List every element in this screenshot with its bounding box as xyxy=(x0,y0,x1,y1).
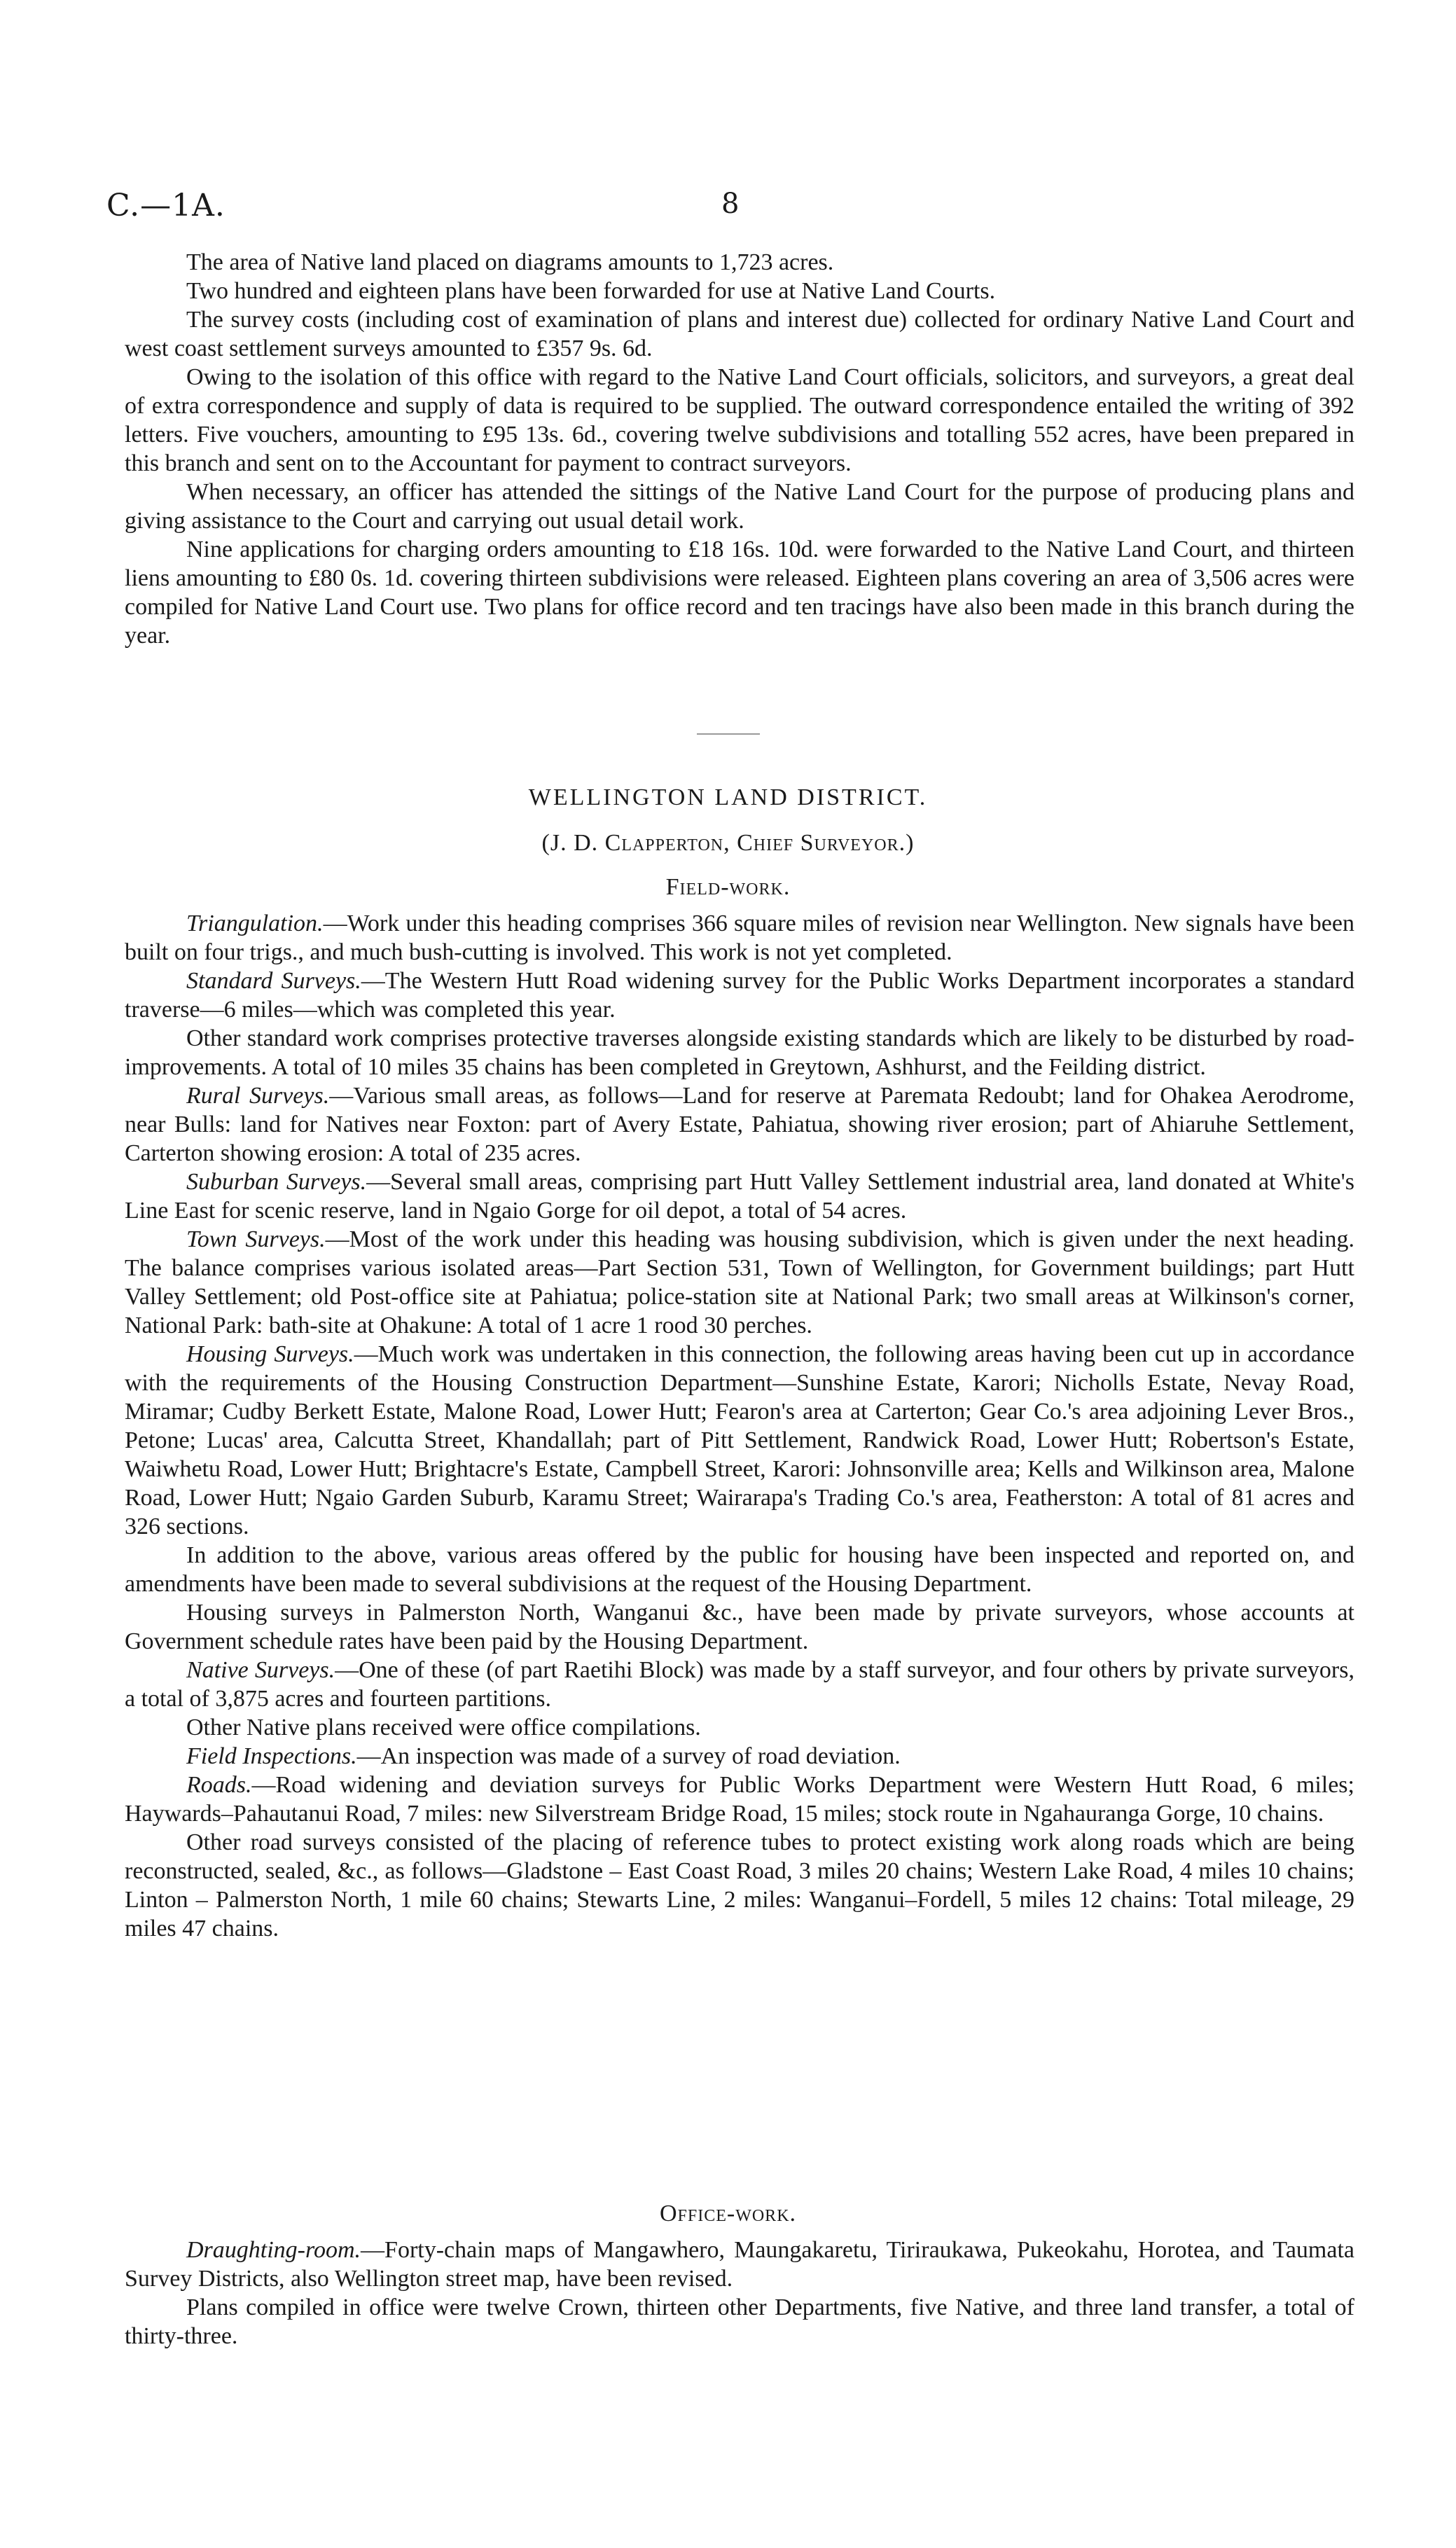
paragraph-label: Suburban Surveys. xyxy=(186,1169,367,1195)
field-work-heading: Field-work. xyxy=(665,874,791,900)
paragraph-label: Native Surveys. xyxy=(186,1657,335,1683)
paragraph-label: Rural Surveys. xyxy=(186,1083,330,1109)
intro-section xyxy=(125,248,1354,650)
field-paragraph xyxy=(125,1340,1354,1541)
paragraph-label: Field Inspections. xyxy=(186,1743,357,1769)
intro-paragraph: The area of Native land placed on diagrams amounts to 1,723 acres. xyxy=(186,249,834,275)
paragraph-text: —Various small areas, as follows—Land for reserve at Paremata Redoubt; land for Ohakea Aerodrome, near Bulls: land for Natives near Foxton: part of Avery Estate, Pahiatua, showing river erosion; part of Ahiaruhe Settlement, Carterton showing erosion: A total of 235 acres. xyxy=(125,1083,1355,1166)
field-paragraph xyxy=(125,1742,1354,1771)
paragraph-label: Triangulation. xyxy=(186,911,324,936)
page-number: 8 xyxy=(721,188,740,220)
paragraph-text: —Several small areas, comprising part Hutt Valley Settlement industrial area, land donated at White's Line East for scenic reserve, land in Ngaio Gorge for oil depot, a total of 54 acres. xyxy=(125,1169,1354,1224)
paragraph-text: In addition to the above, various areas offered by the public for housing have been inspected and reported on, and amendments have been made to several subdivisions at the request of the Housing Department. xyxy=(125,1542,1354,1597)
intro-paragraph: Owing to the isolation of this office with regard to the Native Land Court officials, solicitors, and surveyors, a great deal of extra correspondence and supply of data is required to be supplied. The outward correspondence entailed the writing of 392 letters. Five vouchers, amounting to £95 13s. 6d., covering twelve subdivisions and totalling 552 acres, have been prepared in this branch and sent on to the Accountant for payment to contract surveyors. xyxy=(125,364,1354,476)
page-header xyxy=(0,188,1456,230)
field-paragraph xyxy=(125,1081,1354,1168)
field-paragraph xyxy=(125,967,1354,1024)
intro-paragraph: When necessary, an officer has attended the sittings of the Native Land Court for the purpose of producing plans and giving assistance to the Court and carrying out usual detail work. xyxy=(125,479,1354,534)
field-work-section xyxy=(125,909,1354,1943)
office-work-section xyxy=(125,2236,1354,2350)
paragraph-text: —Most of the work under this heading was housing subdivision, which is given under the next heading. The balance comprises various isolated areas—Part Section 531, Town of Wellington, for Government buildings; part Hutt Valley Settlement; old Post-office site at Pahiatua; police-station site at National Park; two small areas at Wilkinson's corner, National Park: bath-site at Ohakune: A total of 1 acre 1 rood 30 perches. xyxy=(125,1226,1354,1338)
intro-paragraph: Two hundred and eighteen plans have been forwarded for use at Native Land Courts. xyxy=(186,278,996,304)
office-paragraph xyxy=(125,2236,1354,2293)
field-paragraph xyxy=(125,1541,1354,1598)
paragraph-text: —Much work was undertaken in this connection, the following areas having been cut up in accordance with the requirements of the Housing Construction Department—Sunshine Estate, Karori; Nicholls Estate, Nevay Road, Miramar; Cudby Berkett Estate, Malone Road, Lower Hutt; Fearon's area at Carterton; Gear Co.'s area adjoining Lever Bros., Petone; Lucas' area, Calcutta Street, Khandallah; part of Pitt Settlement, Randwick Road, Lower Hutt; Robertson's Estate, Waiwhetu Road, Lower Hutt; Brightacre's Estate, Campbell Street, Karori: Johnsonville area; Kells and Wilkinson area, Malone Road, Lower Hutt; Ngaio Garden Suburb, Karamu Street; Wairarapa's Trading Co.'s area, Featherston: A total of 81 acres and 326 sections. xyxy=(125,1341,1354,1539)
field-paragraph xyxy=(125,909,1354,967)
paragraph-label: Town Surveys. xyxy=(186,1226,326,1252)
field-paragraph xyxy=(125,1225,1354,1340)
paragraph-text: Housing surveys in Palmerston North, Wanganui &c., have been made by private surveyors, whose accounts at Government schedule rates have been paid by the Housing Department. xyxy=(125,1600,1354,1654)
paragraph-label: Housing Surveys. xyxy=(186,1341,354,1367)
office-paragraph xyxy=(125,2293,1354,2350)
office-work-heading: Office-work. xyxy=(659,2201,797,2227)
district-title: WELLINGTON LAND DISTRICT. xyxy=(528,784,928,810)
field-paragraph xyxy=(125,1168,1354,1225)
field-paragraph xyxy=(125,1024,1354,1081)
field-paragraph xyxy=(125,1656,1354,1713)
paragraph-text: Other standard work comprises protective traverses alongside existing standards which are likely to be disturbed by road-improvements. A total of 10 miles 35 chains has been completed in Greytown, Ashhurst, and the Feilding district. xyxy=(125,1025,1354,1080)
paragraph-text: —An inspection was made of a survey of road deviation. xyxy=(356,1743,901,1769)
intro-paragraph: Nine applications for charging orders amounting to £18 16s. 10d. were forwarded to the Native Land Court, and thirteen liens amounting to £80 0s. 1d. covering thirteen subdivisions were released. Eighteen plans covering an area of 3,506 acres were compiled for Native Land Court use. Two plans for office record and ten tracings have also been made in this branch during the year. xyxy=(125,536,1354,649)
paragraph-text: —Work under this heading comprises 366 square miles of revision near Wellington. New signals have been built on four trigs., and much bush-cutting is involved. This work is not yet completed. xyxy=(125,911,1354,965)
paragraph-label: Standard Surveys. xyxy=(186,968,361,994)
field-paragraph xyxy=(125,1771,1354,1828)
paragraph-label: Draughting-room. xyxy=(186,2237,361,2263)
field-paragraph xyxy=(125,1828,1354,1943)
paragraph-text: —Road widening and deviation surveys for Public Works Department were Western Hutt Road, 6 miles; Haywards–Pahautanui Road, 7 miles: new Silverstream Bridge Road, 15 miles; stock route in Ngahauranga Gorge, 10 chains. xyxy=(125,1772,1354,1827)
paragraph-text: —The Western Hutt Road widening survey for the Public Works Department incorporates a standard traverse—6 miles—which was completed this year. xyxy=(125,968,1354,1023)
paragraph-text: —Forty-chain maps of Mangawhero, Maungakaretu, Tiriraukawa, Pukeokahu, Horotea, and Taumata Survey Districts, also Wellington street map, have been revised. xyxy=(125,2237,1354,2292)
field-paragraph xyxy=(125,1713,1354,1742)
section-divider xyxy=(697,733,760,735)
paragraph-text: —One of these (of part Raetihi Block) was made by a staff surveyor, and four others by private surveyors, a total of 3,875 acres and fourteen partitions. xyxy=(125,1657,1354,1712)
intro-paragraph: The survey costs (including cost of examination of plans and interest due) collected for ordinary Native Land Court and west coast settlement surveys amounted to £357 9s. 6d. xyxy=(125,307,1354,361)
paragraph-label: Roads. xyxy=(186,1772,252,1798)
chief-surveyor-line: (J. D. Clapperton, Chief Surveyor.) xyxy=(541,830,915,856)
paragraph-text: Other road surveys consisted of the placing of reference tubes to protect existing work along roads which are being reconstructed, sealed, &c., as follows—Gladstone – East Coast Road, 3 miles 20 chains; Western Lake Road, 4 miles 10 chains; Linton – Palmerston North, 1 mile 60 chains; Stewarts Line, 2 miles: Wanganui–Fordell, 5 miles 12 chains: Total mileage, 29 miles 47 chains. xyxy=(125,1829,1354,1941)
report-reference: C.—1A. xyxy=(106,188,226,223)
paragraph-text: Plans compiled in office were twelve Crown, thirteen other Departments, five Native, and three land transfer, a total of thirty-three. xyxy=(125,2294,1354,2349)
paragraph-text: Other Native plans received were office compilations. xyxy=(186,1715,701,1740)
field-paragraph xyxy=(125,1598,1354,1656)
